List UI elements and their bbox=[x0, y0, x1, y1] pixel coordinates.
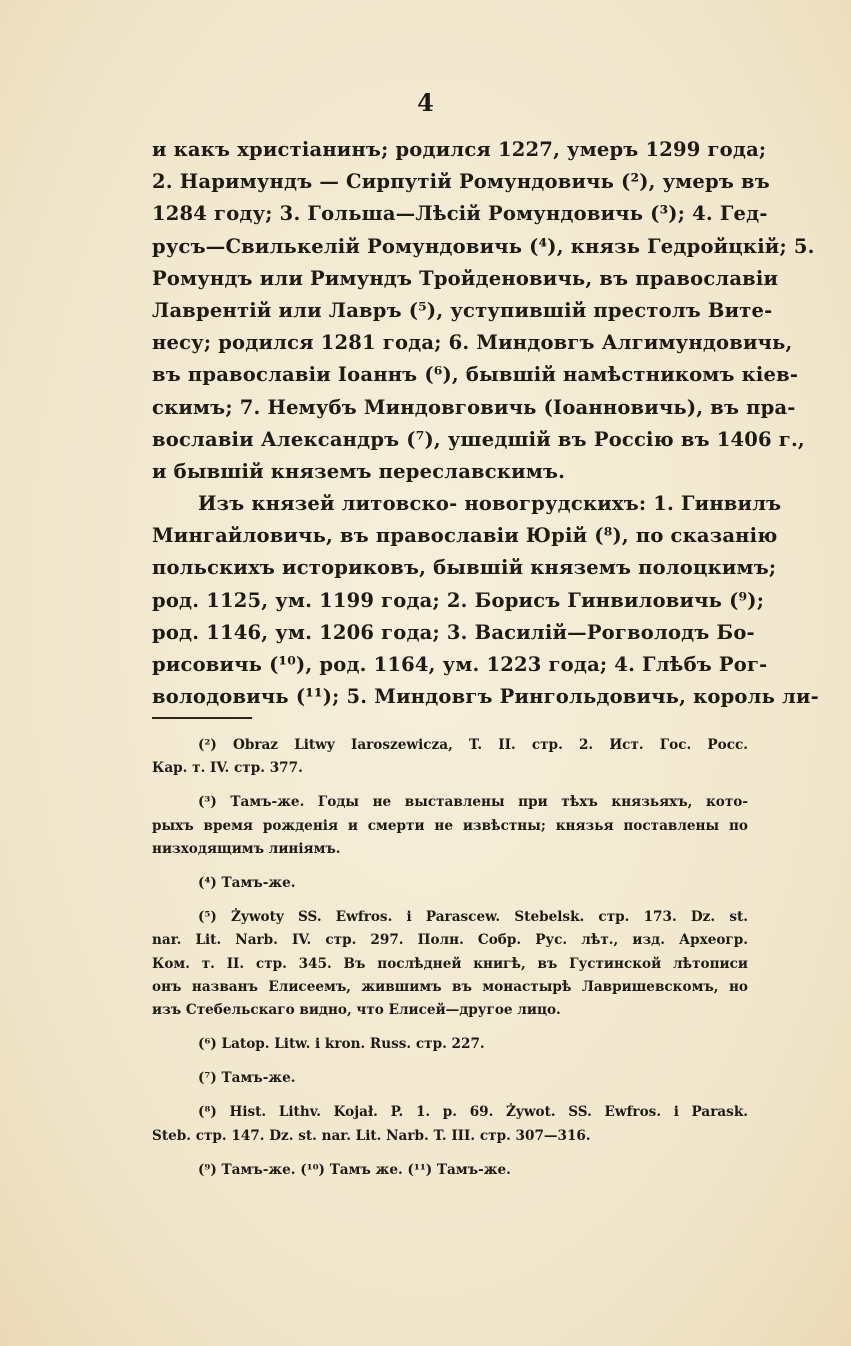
text-line: володовичь (¹¹); 5. Миндовгъ Рингольдовичь, король ли- bbox=[152, 685, 819, 709]
text-line: скимъ; 7. Немубъ Миндовговичь (Іоанновичь), въ пра- bbox=[152, 395, 796, 419]
text-line: род. 1146, ум. 1206 года; 3. Василій—Рогволодъ Бо- bbox=[152, 620, 755, 644]
text-line: польскихъ историковъ, бывшій княземъ полоцкимъ; bbox=[152, 556, 777, 580]
footnotes bbox=[152, 734, 748, 1182]
footnote-line: Steb. стр. 147. Dz. st. nar. Lit. Narb. T. III. стр. 307—316. bbox=[152, 1127, 591, 1144]
footnote-5 bbox=[152, 906, 748, 1022]
footnote-line: изъ Стебельскаго видно, что Елисей—другое лицо. bbox=[152, 1001, 561, 1018]
footnote-line: онъ названъ Елисеемъ, жившимъ въ монастырѣ Лавришевскомъ, но bbox=[152, 978, 748, 995]
page-number: 4 bbox=[417, 88, 434, 117]
footnote-3 bbox=[152, 791, 748, 861]
footnote-line: (⁴) Тамъ-же. bbox=[198, 874, 296, 891]
text-line: вославіи Александръ (⁷), ушедшій въ Россію въ 1406 г., bbox=[152, 427, 805, 451]
footnote-line: (²) Obraz Litwy Iaroszewicza, T. II. стр. 2. Ист. Гос. Росс. bbox=[198, 737, 748, 753]
footnote-line: (³) Тамъ-же. Годы не выставлены при тѣхъ князьяхъ, кото- bbox=[198, 794, 748, 811]
text-line: 2. Наримундъ — Сирпутій Ромундовичь (²), умеръ въ bbox=[152, 170, 770, 194]
footnote-line: (⁵) Żywoty SS. Ewfros. i Parascew. Stebelsk. стр. 173. Dz. st. bbox=[198, 909, 748, 926]
text-line: и какъ христіанинъ; родился 1227, умеръ 1299 года; bbox=[152, 138, 767, 161]
footnote-line: Ком. т. II. стр. 345. Въ послѣдней книгѣ, въ Густинской лѣтописи bbox=[152, 955, 748, 972]
footnote-9 bbox=[152, 1159, 748, 1182]
footnote-line: (⁸) Hist. Lithv. Kojał. P. 1. p. 69. Żywot. SS. Ewfros. i Parask. bbox=[198, 1104, 748, 1121]
footnote-2 bbox=[152, 734, 748, 780]
footnote-divider bbox=[152, 717, 252, 719]
text-line: 1284 году; 3. Гольша—Лѣсій Ромундовичь (³); 4. Гед- bbox=[152, 202, 768, 226]
footnote-line: (⁷) Тамъ-же. bbox=[198, 1070, 296, 1087]
text-line: род. 1125, ум. 1199 года; 2. Борисъ Гинвиловичь (⁹); bbox=[152, 588, 765, 612]
text-line: въ православіи Іоаннъ (⁶), бывшій намѣстникомъ кіев- bbox=[152, 363, 799, 387]
footnote-line: Кар. т. IV. стр. 377. bbox=[152, 760, 303, 777]
footnote-line: низходящимъ линіямъ. bbox=[152, 840, 341, 857]
footnote-line: nar. Lit. Narb. IV. стр. 297. Полн. Собр. Рус. лѣт., изд. Археогр. bbox=[152, 932, 748, 949]
footnote-6 bbox=[152, 1033, 748, 1056]
text-line: Изъ князей литовско- новогрудскихъ: 1. Гинвилъ bbox=[198, 492, 782, 516]
text-line: Мингайловичь, въ православіи Юрій (⁸), по сказанію bbox=[152, 524, 778, 548]
paragraph-2 bbox=[152, 488, 819, 713]
text-line: рисовичь (¹⁰), род. 1164, ум. 1223 года; 4. Глѣбъ Рог- bbox=[152, 653, 768, 676]
footnote-line: (⁶) Latop. Litw. i kron. Russ. стр. 227. bbox=[198, 1036, 485, 1053]
text-line: и бывшій княземъ переславскимъ. bbox=[152, 459, 566, 483]
text-line: русъ—Свилькелій Ромундовичь (⁴), князь Гедройцкій; 5. bbox=[152, 234, 815, 258]
footnote-7 bbox=[152, 1067, 748, 1090]
footnote-line: рыхъ время рожденія и смерти не извѣстны; князья поставлены по bbox=[152, 817, 748, 834]
paragraph-1 bbox=[152, 134, 815, 488]
main-text bbox=[152, 134, 819, 713]
footnote-4 bbox=[152, 872, 748, 895]
text-line: Ромундъ или Римундъ Тройденовичь, въ православіи bbox=[152, 266, 779, 290]
footnote-line: (⁹) Тамъ-же. (¹⁰) Тамъ же. (¹¹) Тамъ-же. bbox=[198, 1161, 511, 1178]
text-line: Лаврентій или Лавръ (⁵), уступившій престолъ Вите- bbox=[152, 298, 773, 322]
footnote-8 bbox=[152, 1101, 748, 1147]
text-line: несу; родился 1281 года; 6. Миндовгъ Алгимундовичь, bbox=[152, 331, 793, 355]
